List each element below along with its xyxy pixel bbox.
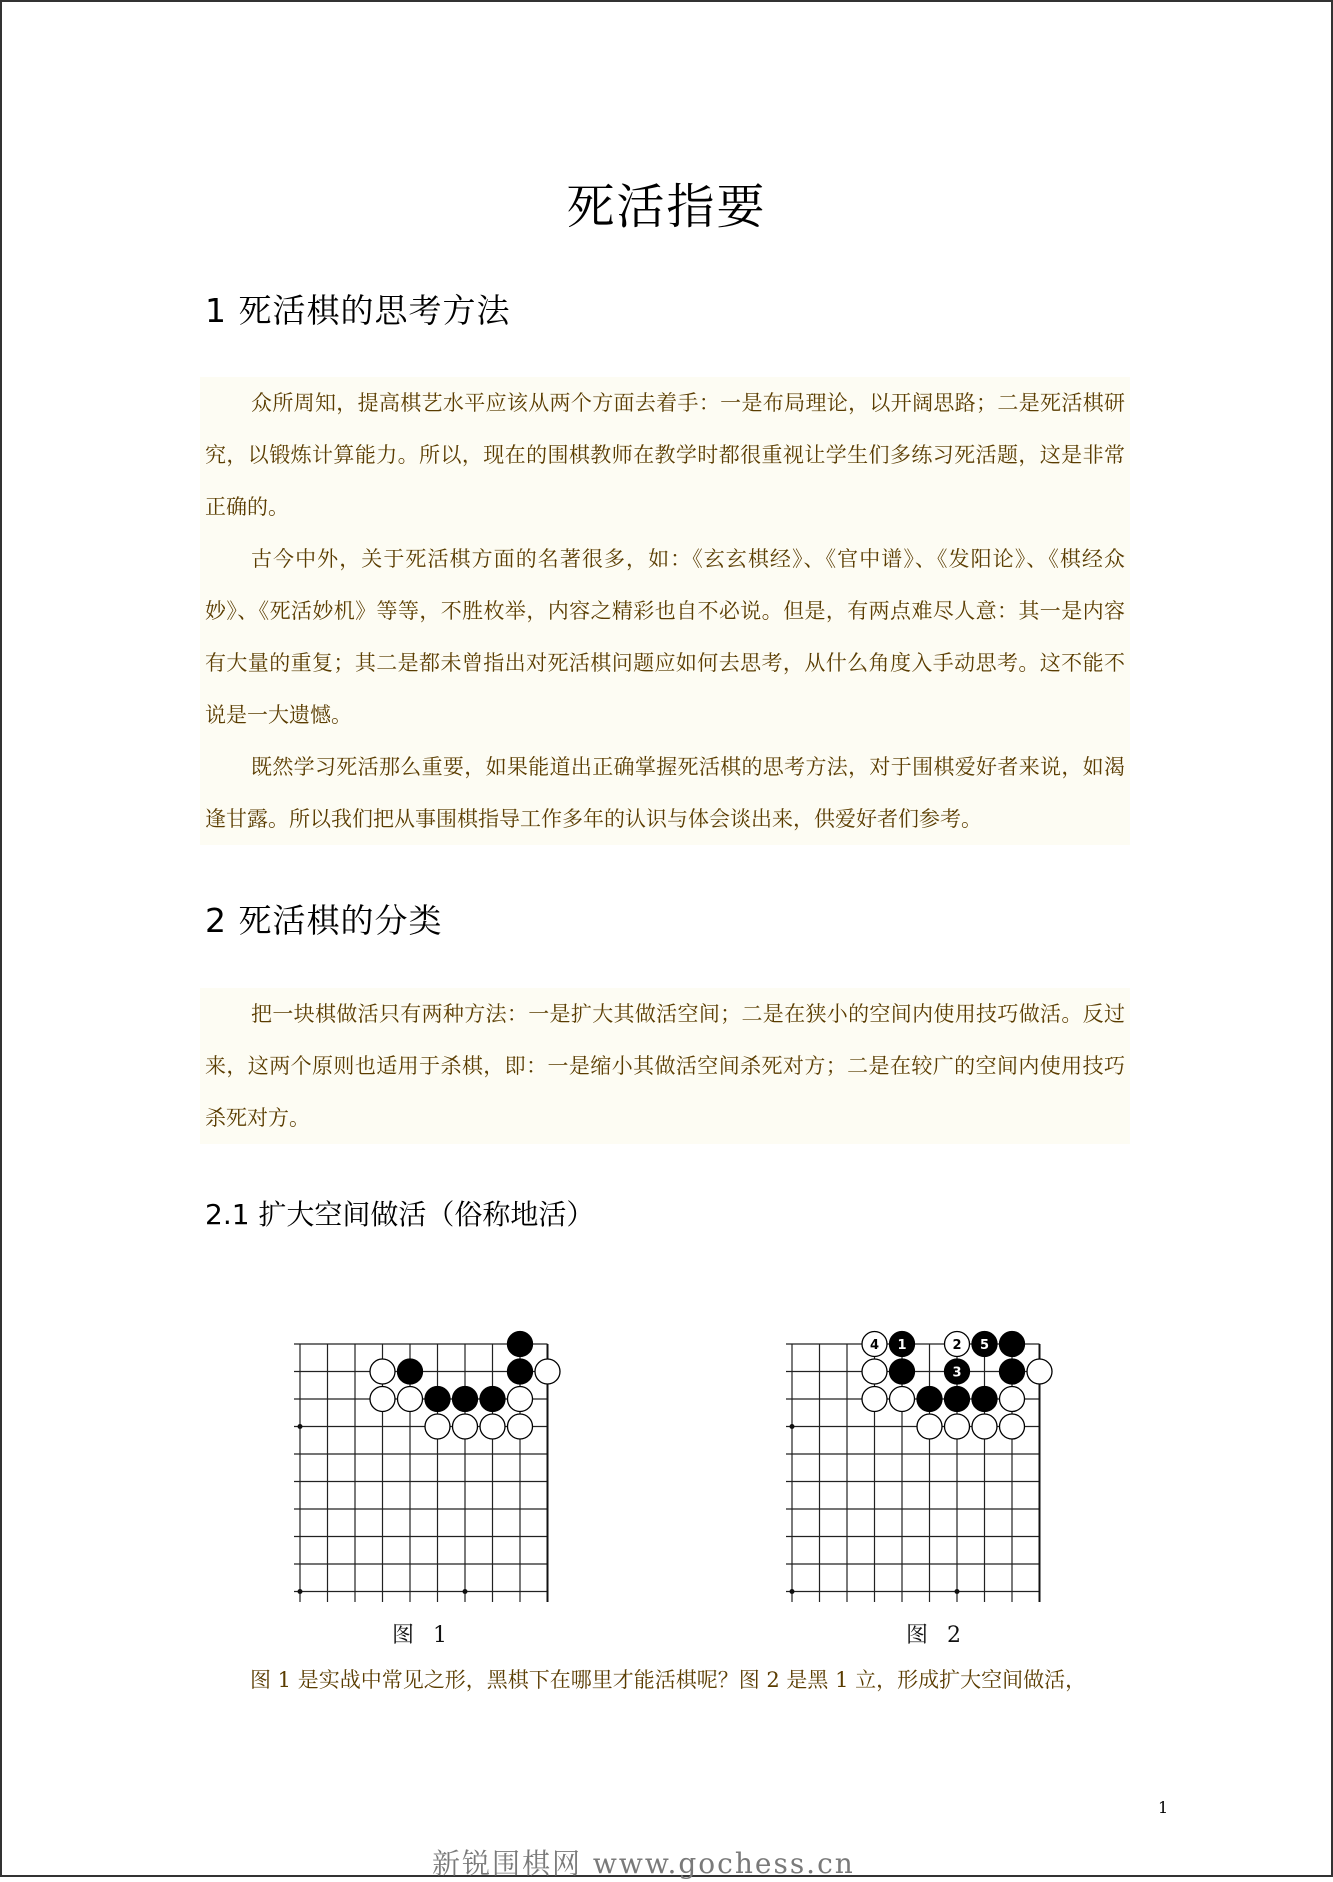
board-grid — [294, 1344, 548, 1602]
black-stone — [480, 1387, 505, 1412]
white-stone — [972, 1414, 997, 1439]
figure-2-caption: 图 2 — [906, 1623, 967, 1648]
star-point — [955, 1589, 960, 1594]
black-stone — [945, 1387, 970, 1412]
black-stone — [1000, 1359, 1025, 1384]
white-stone — [862, 1387, 887, 1412]
white-stone — [535, 1359, 560, 1384]
page-title: 死活指要 — [566, 179, 767, 235]
section-2-text-block — [200, 988, 1130, 1144]
figure-explanation-text: 图 1 是实战中常见之形，黑棋下在哪里才能活棋呢？图 2 是黑 1 立，形成扩大空间做活， — [250, 1668, 1087, 1692]
move-number: 2 — [952, 1338, 962, 1353]
section-1-paragraph-1: 众所周知，提高棋艺水平应该从两个方面去着手：一是布局理论，以开阔思路；二是死活棋研究，以锻炼计算能力。所以，现在的围棋教师在教学时都很重视让学生们多练习死活题，这是非常正确的。 — [205, 391, 1125, 519]
star-point — [463, 1589, 468, 1594]
white-stone — [890, 1387, 915, 1412]
white-stone — [370, 1359, 395, 1384]
black-stone — [508, 1359, 533, 1384]
star-point — [790, 1424, 795, 1429]
go-board-2 — [782, 1322, 1072, 1602]
black-stone — [398, 1359, 423, 1384]
black-stone — [1000, 1332, 1025, 1357]
white-stone — [1000, 1414, 1025, 1439]
white-stone — [862, 1359, 887, 1384]
section-heading-2: 2 死活棋的分类 — [205, 901, 443, 940]
move-number: 5 — [979, 1338, 990, 1353]
white-stone — [1027, 1359, 1052, 1384]
black-stone — [917, 1387, 942, 1412]
white-stone — [370, 1387, 395, 1412]
go-board-1 — [290, 1322, 580, 1602]
board-grid — [786, 1344, 1040, 1602]
section-1-paragraph-3: 既然学习死活那么重要，如果能道出正确掌握死活棋的思考方法，对于围棋爱好者来说，如渴逢甘露。所以我们把从事围棋指导工作多年的认识与体会谈出来，供爱好者们参考。 — [205, 755, 1125, 831]
subsection-heading: 2.1 扩大空间做活（俗称地活） — [205, 1198, 595, 1231]
black-stone — [453, 1387, 478, 1412]
white-stone — [453, 1414, 478, 1439]
section-2-paragraph-1: 把一块棋做活只有两种方法：一是扩大其做活空间；二是在狭小的空间内使用技巧做活。反过来，这两个原则也适用于杀棋，即：一是缩小其做活空间杀死对方；二是在较广的空间内使用技巧杀死对方。 — [205, 1002, 1125, 1130]
page-number: 1 — [1158, 1798, 1169, 1817]
site-watermark: 新锐围棋网 www.gochess.cn — [432, 1847, 855, 1880]
move-number: 1 — [897, 1338, 907, 1353]
figure-1-caption: 图 1 — [392, 1623, 453, 1648]
go-board-figure-2 — [782, 1322, 1072, 1602]
white-stone — [917, 1414, 942, 1439]
white-stone — [508, 1387, 533, 1412]
white-stone — [508, 1414, 533, 1439]
move-number: 3 — [952, 1365, 962, 1381]
white-stone — [480, 1414, 505, 1439]
star-point — [790, 1589, 795, 1594]
white-stone — [1000, 1387, 1025, 1412]
section-1-paragraph-2: 古今中外，关于死活棋方面的名著很多，如：《玄玄棋经》、《官中谱》、《发阳论》、《棋经众妙》、《死活妙机》等等，不胜枚举，内容之精彩也自不必说。但是，有两点难尽人意：其一是内容有大量的重复；其二是都未曾指出对死活棋问题应如何去思考，从什么角度入手动思考。这不能不说是一大遗憾。 — [205, 547, 1125, 727]
black-stone — [890, 1359, 915, 1384]
white-stone — [945, 1414, 970, 1439]
star-point — [298, 1589, 303, 1594]
black-stone — [425, 1387, 450, 1412]
black-stone — [972, 1387, 997, 1412]
star-point — [298, 1424, 303, 1429]
go-board-figure-1 — [290, 1322, 580, 1602]
section-heading-1: 1 死活棋的思考方法 — [205, 291, 511, 330]
section-1-text-block — [200, 377, 1130, 845]
move-number: 4 — [869, 1338, 880, 1353]
white-stone — [398, 1387, 423, 1412]
white-stone — [425, 1414, 450, 1439]
black-stone — [508, 1332, 533, 1357]
